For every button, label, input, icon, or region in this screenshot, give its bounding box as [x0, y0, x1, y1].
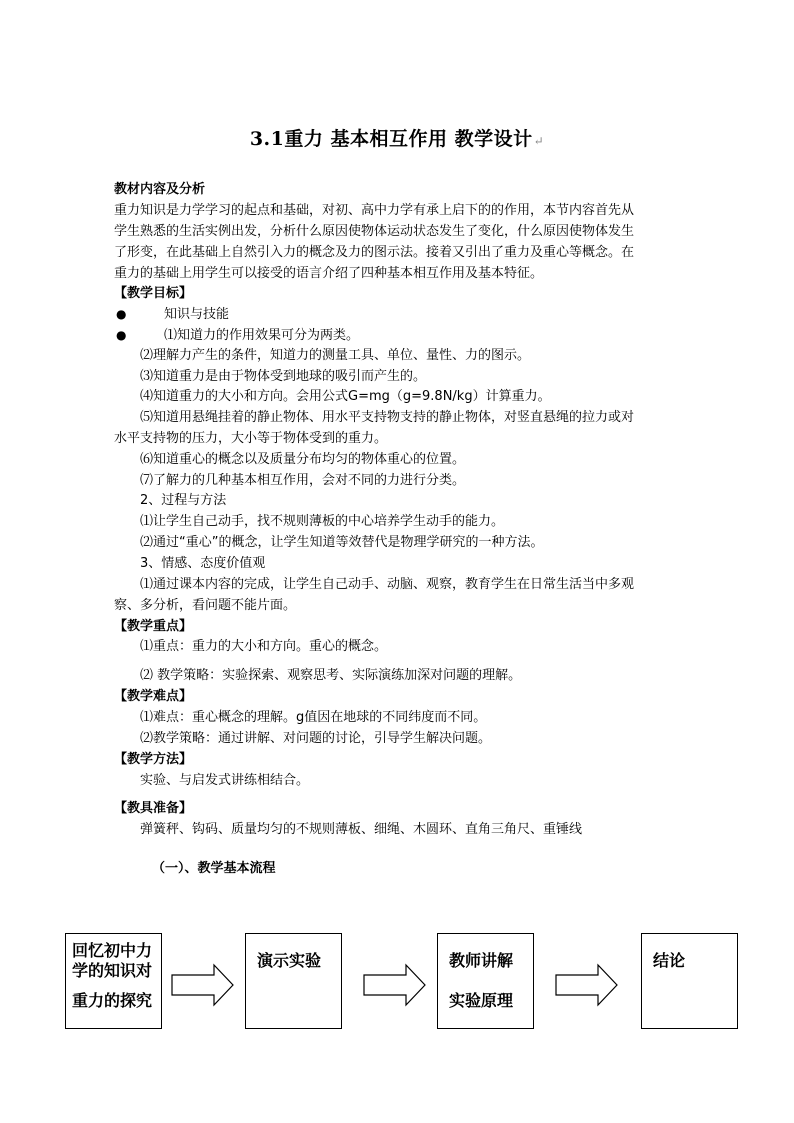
bullet-icon: ● [116, 328, 127, 342]
goal-item: ⑵理解力产生的条件，知道力的测量工具、单位、量性、力的图示。 [140, 348, 531, 363]
return-mark-icon: ↵ [533, 134, 545, 148]
analysis-line: 了形变，在此基础上自然引入力的概念及力的图示法。接着又引出了重力及重心等概念。在 [114, 245, 635, 260]
difficulty-heading: 【教学难点】 [114, 689, 193, 704]
goal-bullet [116, 325, 359, 347]
flow-box-line: 演示实验 [257, 951, 322, 970]
flow-box-line: 回忆初中力 [72, 941, 153, 960]
flow-box-line: 学的知识对 [72, 961, 153, 980]
method-text: 实验、与启发式讲练相结合。 [140, 773, 310, 788]
flow-box-line: 重力的探究 [72, 991, 153, 1010]
goal-item: ⑵通过“重心”的概念，让学生知道等效替代是物理学研究的一种方法。 [140, 535, 544, 550]
goal-item: 2、过程与方法 [140, 493, 227, 508]
tools-heading: 【教具准备】 [114, 801, 193, 816]
flow-box-recall [65, 933, 162, 1029]
analysis-line: 重力的基础上用学生可以接受的语言介绍了四种基本相互作用及基本特征。 [114, 266, 544, 281]
goals-heading: 【教学目标】 [114, 286, 193, 301]
bullet-icon: ● [116, 307, 127, 321]
goal-item: ⑸知道用悬绳挂着的静止物体、用水平支持物支持的静止物体，对竖直悬绳的拉力或对 [140, 410, 635, 425]
goal-item: 水平支持物的压力，大小等于物体受到的重力。 [114, 431, 388, 446]
goal-bullet-text: ⑴知道力的作用效果可分为两类。 [164, 328, 360, 343]
key-item: ⑴重点：重力的大小和方向。重心的概念。 [140, 639, 388, 654]
difficulty-item: ⑵教学策略：通过讲解、对问题的讨论，引导学生解决问题。 [140, 731, 492, 746]
key-heading: 【教学重点】 [114, 619, 193, 634]
page-title [0, 124, 794, 151]
goal-item: 3、情感、态度价值观 [140, 556, 266, 571]
analysis-line: 重力知识是力学学习的起点和基础，对初、高中力学有承上启下的的作用，本节内容首先从 [114, 203, 635, 218]
goal-item: ⑹知道重心的概念以及质量分布均匀的物体重心的位置。 [140, 452, 466, 467]
method-heading: 【教学方法】 [114, 752, 193, 767]
flow-box-demo [245, 933, 342, 1029]
analysis-heading: 教材内容及分析 [114, 182, 206, 197]
goal-item: ⑶知道重力是由于物体受到地球的吸引而产生的。 [140, 369, 427, 384]
goal-bullet-text: 知识与技能 [164, 307, 230, 322]
title-text: 3.1重力 基本相互作用 教学设计 [249, 128, 533, 150]
analysis-line: 学生熟悉的生活实例出发，分析什么原因使物体运动状态发生了变化，什么原因使物体发生 [114, 224, 635, 239]
right-block-arrow-icon [170, 963, 236, 1007]
goal-bullet [116, 304, 229, 326]
goal-item: ⑴让学生自己动手，找不规则薄板的中心培养学生动手的能力。 [140, 514, 505, 529]
right-block-arrow-icon [362, 963, 428, 1007]
flow-box-line: 教师讲解 [449, 951, 514, 970]
right-block-arrow-icon [554, 963, 620, 1007]
flow-heading: （一）、教学基本流程 [152, 861, 276, 876]
tools-text: 弹簧秤、钩码、质量均匀的不规则薄板、细绳、木圆环、直角三角尺、重锤线 [140, 822, 583, 837]
flow-box-conclusion [641, 933, 738, 1029]
difficulty-item: ⑴难点：重心概念的理解。g值因在地球的不同纬度而不同。 [140, 710, 487, 725]
goal-item: 察、多分析，看问题不能片面。 [114, 598, 297, 613]
key-item: ⑵ 教学策略：实验探索、观察思考、实际演练加深对问题的理解。 [140, 668, 522, 683]
flow-box-line: 实验原理 [449, 991, 514, 1010]
flow-box-explain [437, 933, 534, 1029]
goal-item: ⑷知道重力的大小和方向。会用公式G=mg（g=9.8N/kg）计算重力。 [140, 389, 551, 404]
goal-item: ⑴通过课本内容的完成，让学生自己动手、动脑、观察，教育学生在日常生活当中多观 [140, 577, 635, 592]
goal-item: ⑺了解力的几种基本相互作用，会对不同的力进行分类。 [140, 473, 466, 488]
flow-box-line: 结论 [653, 951, 686, 970]
